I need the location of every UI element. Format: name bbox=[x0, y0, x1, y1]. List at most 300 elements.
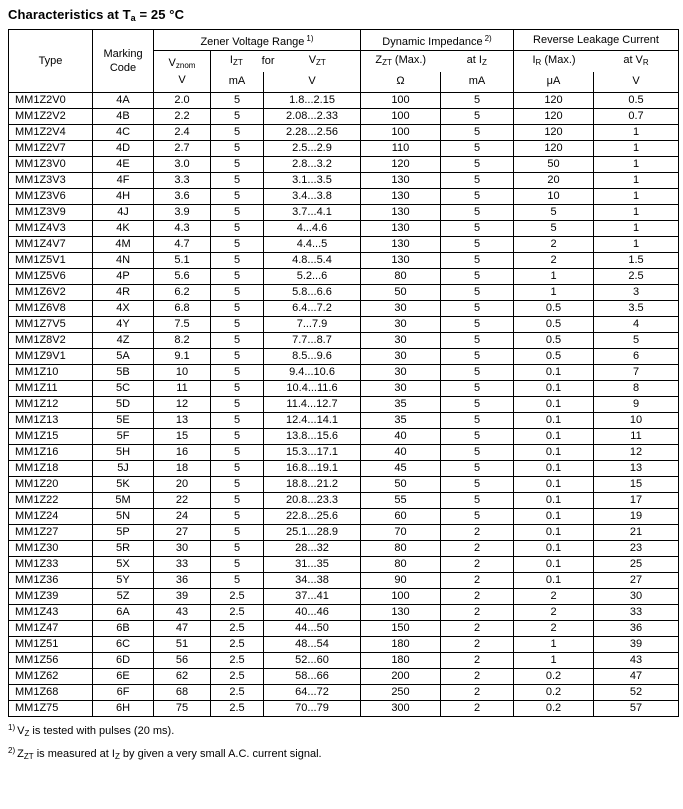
cell-type: MM1Z4V7 bbox=[9, 237, 93, 253]
label-vzt: $V_{ZT}$ bbox=[308, 53, 326, 67]
table-cell: 22.8...25.6 bbox=[264, 509, 361, 525]
table-row bbox=[9, 461, 679, 477]
table-cell: 70...79 bbox=[264, 701, 361, 717]
table-cell: 250 bbox=[361, 685, 441, 701]
table-cell: 50 bbox=[514, 157, 594, 173]
col-group-zener-voltage-range: Zener Voltage Range $^{1)}$ bbox=[154, 30, 361, 51]
cell-type: MM1Z2V7 bbox=[9, 141, 93, 157]
table-cell: 90 bbox=[361, 573, 441, 589]
cell-type: MM1Z39 bbox=[9, 589, 93, 605]
table-cell: 16 bbox=[154, 445, 211, 461]
table-cell: 4Y bbox=[93, 317, 154, 333]
table-cell: 120 bbox=[514, 109, 594, 125]
table-cell: 0.1 bbox=[514, 445, 594, 461]
footnote-ref-1: 1) bbox=[306, 33, 314, 43]
table-row bbox=[9, 157, 679, 173]
table-row bbox=[9, 653, 679, 669]
col-group-dynamic-impedance: Dynamic Impedance $^{2)}$ bbox=[361, 30, 514, 51]
cell-type: MM1Z3V9 bbox=[9, 205, 93, 221]
table-cell: 130 bbox=[361, 173, 441, 189]
table-cell: 50 bbox=[361, 285, 441, 301]
table-cell: 27 bbox=[154, 525, 211, 541]
table-cell: 5 bbox=[441, 413, 514, 429]
table-cell: 5 bbox=[211, 573, 264, 589]
table-row bbox=[9, 477, 679, 493]
table-cell: 3.5 bbox=[594, 301, 679, 317]
col-group-reverse-leakage-current: Reverse Leakage Current bbox=[514, 30, 679, 51]
table-row bbox=[9, 445, 679, 461]
table-cell: 4B bbox=[93, 109, 154, 125]
table-cell: 5.8...6.6 bbox=[264, 285, 361, 301]
table-cell: 4.7 bbox=[154, 237, 211, 253]
table-cell: 2 bbox=[514, 621, 594, 637]
table-cell: 30 bbox=[361, 365, 441, 381]
table-cell: 5 bbox=[594, 333, 679, 349]
table-cell: 2 bbox=[441, 621, 514, 637]
table-cell: 3.6 bbox=[154, 189, 211, 205]
table-cell: 2 bbox=[441, 589, 514, 605]
unit-vr: V bbox=[594, 72, 679, 93]
table-row bbox=[9, 93, 679, 109]
table-cell: 0.1 bbox=[514, 557, 594, 573]
table-cell: 2 bbox=[441, 637, 514, 653]
table-cell: 20.8...23.3 bbox=[264, 493, 361, 509]
table-cell: 2.7 bbox=[154, 141, 211, 157]
cell-type: MM1Z6V8 bbox=[9, 301, 93, 317]
table-cell: 0.5 bbox=[594, 93, 679, 109]
cell-type: MM1Z6V2 bbox=[9, 285, 93, 301]
table-cell: 130 bbox=[361, 253, 441, 269]
table-cell: 2.4 bbox=[154, 125, 211, 141]
table-cell: 5N bbox=[93, 509, 154, 525]
cell-type: MM1Z11 bbox=[9, 381, 93, 397]
table-cell: 0.5 bbox=[514, 301, 594, 317]
table-cell: 6B bbox=[93, 621, 154, 637]
table-row bbox=[9, 189, 679, 205]
table-cell: 5M bbox=[93, 493, 154, 509]
table-cell: 5H bbox=[93, 445, 154, 461]
table-cell: 21 bbox=[594, 525, 679, 541]
table-cell: 5 bbox=[441, 141, 514, 157]
table-cell: 40 bbox=[361, 445, 441, 461]
table-row bbox=[9, 317, 679, 333]
table-cell: 1 bbox=[514, 653, 594, 669]
cell-type: MM1Z47 bbox=[9, 621, 93, 637]
table-cell: 300 bbox=[361, 701, 441, 717]
table-cell: 11.4...12.7 bbox=[264, 397, 361, 413]
page-title bbox=[8, 7, 677, 23]
table-cell: 2 bbox=[441, 653, 514, 669]
table-cell: 4N bbox=[93, 253, 154, 269]
table-row bbox=[9, 701, 679, 717]
table-cell: 0.1 bbox=[514, 493, 594, 509]
table-cell: 5 bbox=[211, 429, 264, 445]
table-cell: 2 bbox=[441, 605, 514, 621]
table-cell: 3.1...3.5 bbox=[264, 173, 361, 189]
table-cell: 5 bbox=[211, 541, 264, 557]
table-cell: 80 bbox=[361, 557, 441, 573]
table-cell: 7.7...8.7 bbox=[264, 333, 361, 349]
table-cell: 130 bbox=[361, 237, 441, 253]
table-cell: 4...4.6 bbox=[264, 221, 361, 237]
title-suffix: = 25 °C bbox=[135, 7, 185, 22]
table-cell: 5 bbox=[441, 205, 514, 221]
table-cell: 2 bbox=[441, 701, 514, 717]
table-cell: 2.5 bbox=[211, 605, 264, 621]
table-cell: 5 bbox=[211, 125, 264, 141]
label-at-vr: at $V_R$ bbox=[623, 53, 649, 67]
table-cell: 4J bbox=[93, 205, 154, 221]
cell-type: MM1Z12 bbox=[9, 397, 93, 413]
table-cell: 5 bbox=[211, 333, 264, 349]
table-cell: 34...38 bbox=[264, 573, 361, 589]
table-cell: 100 bbox=[361, 109, 441, 125]
cell-type: MM1Z5V6 bbox=[9, 269, 93, 285]
table-cell: 5 bbox=[211, 93, 264, 109]
table-cell: 0.1 bbox=[514, 573, 594, 589]
table-cell: 5E bbox=[93, 413, 154, 429]
footnote-1: $^{1)}$ $V_Z$ is tested with pulses (20 ms). bbox=[8, 723, 175, 738]
table-cell: 1 bbox=[594, 173, 679, 189]
col-header-zzt-at-iz bbox=[361, 51, 514, 72]
table-cell: 2 bbox=[514, 605, 594, 621]
cell-type: MM1Z16 bbox=[9, 445, 93, 461]
table-cell: 1 bbox=[594, 237, 679, 253]
table-cell: 5 bbox=[211, 285, 264, 301]
table-cell: 5 bbox=[211, 509, 264, 525]
table-row bbox=[9, 685, 679, 701]
table-cell: 17 bbox=[594, 493, 679, 509]
table-cell: 5 bbox=[441, 285, 514, 301]
table-cell: 6C bbox=[93, 637, 154, 653]
table-cell: 45 bbox=[361, 461, 441, 477]
table-row bbox=[9, 285, 679, 301]
table-cell: 2 bbox=[441, 557, 514, 573]
table-cell: 3.7...4.1 bbox=[264, 205, 361, 221]
table-cell: 39 bbox=[594, 637, 679, 653]
table-cell: 2.8...3.2 bbox=[264, 157, 361, 173]
table-row bbox=[9, 557, 679, 573]
table-cell: 100 bbox=[361, 589, 441, 605]
table-cell: 6A bbox=[93, 605, 154, 621]
table-cell: 13 bbox=[154, 413, 211, 429]
table-cell: 3.0 bbox=[154, 157, 211, 173]
table-cell: 5 bbox=[441, 253, 514, 269]
label-zzt-max: $Z_{ZT}$ (Max.) bbox=[375, 53, 427, 67]
table-cell: 100 bbox=[361, 125, 441, 141]
table-cell: 5 bbox=[211, 493, 264, 509]
table-cell: 64...72 bbox=[264, 685, 361, 701]
table-cell: 4H bbox=[93, 189, 154, 205]
table-cell: 0.5 bbox=[514, 333, 594, 349]
table-cell: 43 bbox=[154, 605, 211, 621]
table-cell: 5K bbox=[93, 477, 154, 493]
table-cell: 2.5...2.9 bbox=[264, 141, 361, 157]
table-cell: 35 bbox=[361, 397, 441, 413]
table-cell: 62 bbox=[154, 669, 211, 685]
table-cell: 5 bbox=[211, 413, 264, 429]
table-cell: 52 bbox=[594, 685, 679, 701]
table-cell: 4M bbox=[93, 237, 154, 253]
table-cell: 3.3 bbox=[154, 173, 211, 189]
cell-type: MM1Z7V5 bbox=[9, 317, 93, 333]
table-cell: 0.1 bbox=[514, 541, 594, 557]
table-cell: 5 bbox=[441, 509, 514, 525]
table-cell: 4.8...5.4 bbox=[264, 253, 361, 269]
table-cell: 0.1 bbox=[514, 477, 594, 493]
table-cell: 5J bbox=[93, 461, 154, 477]
table-cell: 5 bbox=[441, 317, 514, 333]
cell-type: MM1Z15 bbox=[9, 429, 93, 445]
table-cell: 31...35 bbox=[264, 557, 361, 573]
title-text: Characteristics at T bbox=[8, 7, 131, 22]
table-cell: 6.4...7.2 bbox=[264, 301, 361, 317]
table-cell: 7.5 bbox=[154, 317, 211, 333]
table-cell: 0.1 bbox=[514, 509, 594, 525]
table-cell: 2.5 bbox=[211, 669, 264, 685]
table-row bbox=[9, 573, 679, 589]
table-cell: 2.5 bbox=[211, 589, 264, 605]
table-row bbox=[9, 493, 679, 509]
table-cell: 5 bbox=[211, 317, 264, 333]
table-row bbox=[9, 669, 679, 685]
table-cell: 130 bbox=[361, 205, 441, 221]
footnote-ref-2: 2) bbox=[484, 33, 492, 43]
table-cell: 2.2 bbox=[154, 109, 211, 125]
table-cell: 10 bbox=[154, 365, 211, 381]
table-cell: 37...41 bbox=[264, 589, 361, 605]
table-cell: 2.5 bbox=[211, 637, 264, 653]
cell-type: MM1Z68 bbox=[9, 685, 93, 701]
table-cell: 60 bbox=[361, 509, 441, 525]
table-cell: 130 bbox=[361, 605, 441, 621]
table-cell: 4Z bbox=[93, 333, 154, 349]
table-cell: 22 bbox=[154, 493, 211, 509]
cell-type: MM1Z30 bbox=[9, 541, 93, 557]
table-cell: 40...46 bbox=[264, 605, 361, 621]
table-row bbox=[9, 301, 679, 317]
table-cell: 5 bbox=[441, 221, 514, 237]
table-cell: 0.2 bbox=[514, 701, 594, 717]
table-row bbox=[9, 141, 679, 157]
table-cell: 3.4...3.8 bbox=[264, 189, 361, 205]
table-cell: 0.7 bbox=[594, 109, 679, 125]
table-cell: 2 bbox=[514, 253, 594, 269]
label-at-iz: at $I_Z$ bbox=[466, 53, 487, 67]
table-row bbox=[9, 125, 679, 141]
table-cell: 6D bbox=[93, 653, 154, 669]
table-cell: 75 bbox=[154, 701, 211, 717]
unit-vznom: V bbox=[178, 73, 186, 86]
table-cell: 80 bbox=[361, 269, 441, 285]
table-cell: 6 bbox=[594, 349, 679, 365]
table-cell: 13 bbox=[594, 461, 679, 477]
table-cell: 5 bbox=[211, 397, 264, 413]
table-cell: 20 bbox=[154, 477, 211, 493]
table-cell: 39 bbox=[154, 589, 211, 605]
table-cell: 5 bbox=[211, 157, 264, 173]
table-cell: 9.1 bbox=[154, 349, 211, 365]
table-cell: 5P bbox=[93, 525, 154, 541]
table-row bbox=[9, 333, 679, 349]
table-cell: 47 bbox=[594, 669, 679, 685]
table-cell: 4X bbox=[93, 301, 154, 317]
table-row bbox=[9, 429, 679, 445]
table-cell: 56 bbox=[154, 653, 211, 669]
table-cell: 200 bbox=[361, 669, 441, 685]
table-cell: 8.2 bbox=[154, 333, 211, 349]
table-cell: 5 bbox=[441, 493, 514, 509]
title-subscript: a bbox=[130, 13, 136, 23]
table-row bbox=[9, 365, 679, 381]
table-row bbox=[9, 397, 679, 413]
cell-type: MM1Z10 bbox=[9, 365, 93, 381]
table-cell: 5 bbox=[211, 253, 264, 269]
table-cell: 5C bbox=[93, 381, 154, 397]
unit-zzt: Ω bbox=[361, 72, 441, 93]
table-cell: 24 bbox=[154, 509, 211, 525]
table-cell: 5 bbox=[441, 381, 514, 397]
table-cell: 57 bbox=[594, 701, 679, 717]
unit-ir: μA bbox=[514, 72, 594, 93]
table-cell: 5 bbox=[211, 525, 264, 541]
table-cell: 5 bbox=[211, 173, 264, 189]
table-cell: 40 bbox=[361, 429, 441, 445]
table-cell: 120 bbox=[514, 125, 594, 141]
table-cell: 50 bbox=[361, 477, 441, 493]
table-cell: 35 bbox=[361, 413, 441, 429]
table-cell: 44...50 bbox=[264, 621, 361, 637]
table-cell: 130 bbox=[361, 189, 441, 205]
table-cell: 5 bbox=[211, 237, 264, 253]
table-cell: 2 bbox=[441, 669, 514, 685]
table-cell: 68 bbox=[154, 685, 211, 701]
table-cell: 4R bbox=[93, 285, 154, 301]
table-cell: 0.5 bbox=[514, 349, 594, 365]
cell-type: MM1Z2V2 bbox=[9, 109, 93, 125]
table-cell: 10.4...11.6 bbox=[264, 381, 361, 397]
label-for: for bbox=[261, 54, 275, 67]
table-cell: 4.4...5 bbox=[264, 237, 361, 253]
table-cell: 9 bbox=[594, 397, 679, 413]
table-cell: 5 bbox=[211, 109, 264, 125]
table-cell: 4K bbox=[93, 221, 154, 237]
table-row bbox=[9, 381, 679, 397]
table-cell: 4.3 bbox=[154, 221, 211, 237]
table-cell: 30 bbox=[361, 317, 441, 333]
unit-izt: mA bbox=[211, 72, 264, 93]
table-cell: 5Z bbox=[93, 589, 154, 605]
col-header-vznom: $V_{znom}$ V bbox=[154, 51, 211, 93]
table-cell: 30 bbox=[361, 381, 441, 397]
table-cell: 30 bbox=[594, 589, 679, 605]
table-cell: 30 bbox=[361, 333, 441, 349]
table-cell: 5 bbox=[514, 221, 594, 237]
table-cell: 7 bbox=[594, 365, 679, 381]
table-cell: 11 bbox=[154, 381, 211, 397]
table-cell: 10 bbox=[514, 189, 594, 205]
table-row bbox=[9, 589, 679, 605]
table-cell: 36 bbox=[594, 621, 679, 637]
table-cell: 5 bbox=[441, 365, 514, 381]
table-cell: 5D bbox=[93, 397, 154, 413]
cell-type: MM1Z43 bbox=[9, 605, 93, 621]
table-cell: 5 bbox=[211, 221, 264, 237]
table-cell: 5 bbox=[441, 477, 514, 493]
table-cell: 15.3...17.1 bbox=[264, 445, 361, 461]
table-cell: 4C bbox=[93, 125, 154, 141]
table-cell: 4E bbox=[93, 157, 154, 173]
table-cell: 3 bbox=[594, 285, 679, 301]
cell-type: MM1Z3V0 bbox=[9, 157, 93, 173]
table-row bbox=[9, 253, 679, 269]
table-cell: 8.5...9.6 bbox=[264, 349, 361, 365]
table-row bbox=[9, 605, 679, 621]
cell-type: MM1Z36 bbox=[9, 573, 93, 589]
table-cell: 30 bbox=[154, 541, 211, 557]
table-cell: 5 bbox=[441, 237, 514, 253]
table-cell: 5.6 bbox=[154, 269, 211, 285]
cell-type: MM1Z33 bbox=[9, 557, 93, 573]
table-cell: 130 bbox=[361, 221, 441, 237]
table-cell: 0.5 bbox=[514, 317, 594, 333]
col-header-type: Type bbox=[9, 30, 93, 93]
table-cell: 120 bbox=[361, 157, 441, 173]
table-cell: 36 bbox=[154, 573, 211, 589]
table-cell: 5 bbox=[441, 109, 514, 125]
table-cell: 5 bbox=[514, 205, 594, 221]
table-cell: 2.0 bbox=[154, 93, 211, 109]
cell-type: MM1Z13 bbox=[9, 413, 93, 429]
table-cell: 5A bbox=[93, 349, 154, 365]
cell-type: MM1Z8V2 bbox=[9, 333, 93, 349]
table-cell: 0.1 bbox=[514, 381, 594, 397]
table-cell: 5 bbox=[441, 125, 514, 141]
table-cell: 11 bbox=[594, 429, 679, 445]
table-cell: 2 bbox=[441, 685, 514, 701]
table-cell: 5 bbox=[211, 461, 264, 477]
table-cell: 1 bbox=[594, 189, 679, 205]
table-row bbox=[9, 621, 679, 637]
table-cell: 23 bbox=[594, 541, 679, 557]
table-cell: 28...32 bbox=[264, 541, 361, 557]
characteristics-table bbox=[8, 29, 679, 717]
table-row bbox=[9, 237, 679, 253]
table-body bbox=[9, 93, 679, 717]
table-cell: 5.2...6 bbox=[264, 269, 361, 285]
footnote-2: $^{2)}$ $Z_{ZT}$ is measured at $I_Z$ by given a very small A.C. current signal. bbox=[8, 746, 322, 761]
table-cell: 12 bbox=[154, 397, 211, 413]
table-cell: 5.1 bbox=[154, 253, 211, 269]
cell-type: MM1Z51 bbox=[9, 637, 93, 653]
table-row bbox=[9, 413, 679, 429]
table-cell: 120 bbox=[514, 93, 594, 109]
table-cell: 12 bbox=[594, 445, 679, 461]
label-ir-max: $I_R$ (Max.) bbox=[532, 53, 576, 67]
table-cell: 5 bbox=[441, 189, 514, 205]
table-cell: 51 bbox=[154, 637, 211, 653]
table-row bbox=[9, 541, 679, 557]
table-cell: 33 bbox=[594, 605, 679, 621]
table-cell: 6H bbox=[93, 701, 154, 717]
table-row bbox=[9, 525, 679, 541]
table-cell: 5 bbox=[441, 461, 514, 477]
table-cell: 1 bbox=[514, 637, 594, 653]
table-cell: 10 bbox=[594, 413, 679, 429]
table-cell: 2.5 bbox=[211, 685, 264, 701]
table-cell: 6.2 bbox=[154, 285, 211, 301]
table-cell: 5 bbox=[211, 349, 264, 365]
